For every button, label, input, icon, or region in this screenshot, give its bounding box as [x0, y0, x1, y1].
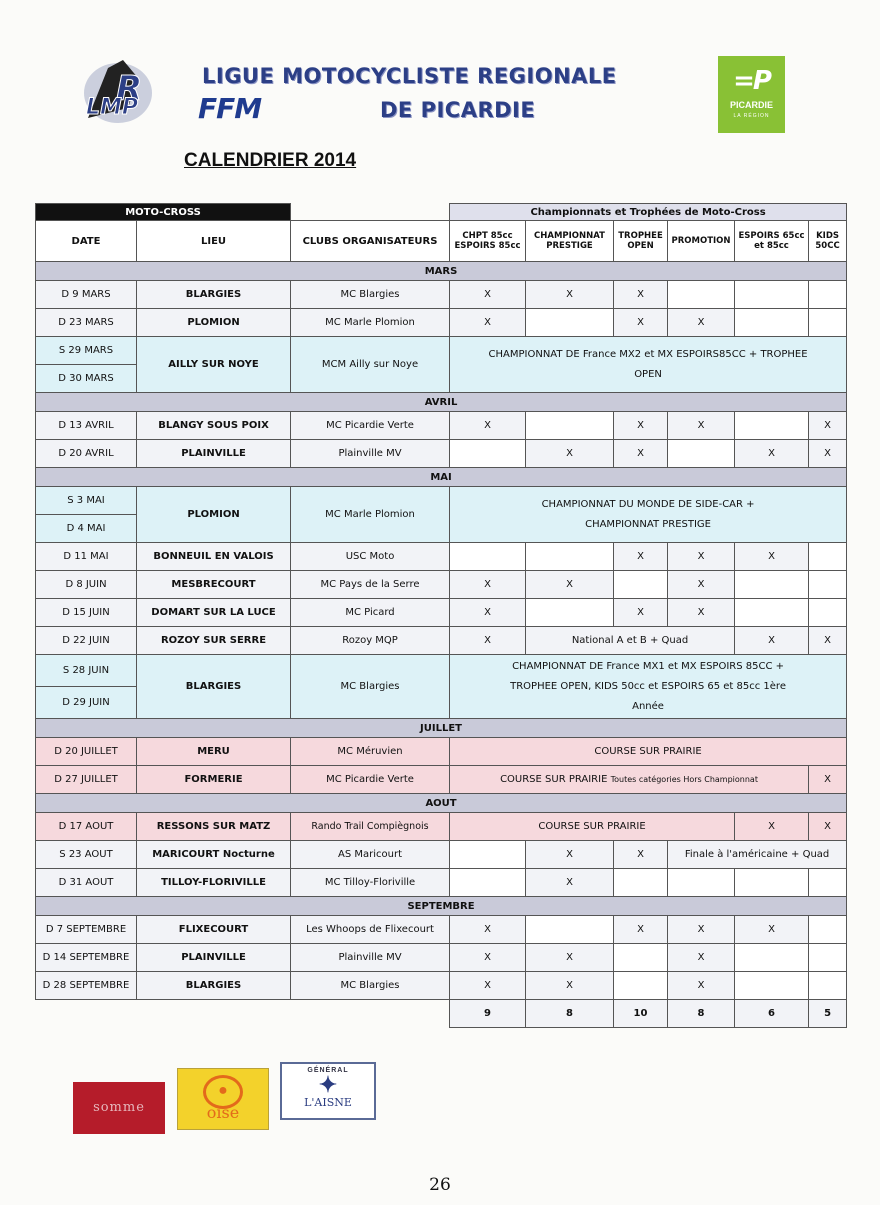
event-description: COURSE SUR PRAIRIE [450, 738, 847, 766]
mark-cell: X [614, 281, 668, 309]
mark-cell: X [735, 916, 809, 944]
mark-cell: X [735, 440, 809, 468]
table-row [36, 869, 847, 897]
col-lieu: LIEU [137, 221, 291, 262]
event-club: Les Whoops de Flixecourt [291, 916, 450, 944]
total-prestige: 8 [526, 1000, 614, 1028]
table-row [36, 738, 847, 766]
table-row [36, 944, 847, 972]
event-date: D 9 MARS [36, 281, 137, 309]
table-row [36, 412, 847, 440]
mark-cell: X [668, 972, 735, 1000]
mark-cell: X [450, 627, 526, 655]
table-row [36, 281, 847, 309]
mark-cell: X [614, 916, 668, 944]
svg-text:R: R [116, 69, 143, 109]
event-date: D 17 AOUT [36, 813, 137, 841]
event-lieu: AILLY SUR NOYE [137, 337, 291, 393]
month-septembre: SEPTEMBRE [36, 897, 847, 916]
table-row [36, 599, 847, 627]
mark-cell: X [526, 944, 614, 972]
mark-cell: X [668, 599, 735, 627]
section-championnats: Championnats et Trophées de Moto-Cross [450, 204, 847, 221]
aisne-logo-name: L'AISNE [304, 1096, 352, 1109]
event-lieu: BLARGIES [137, 972, 291, 1000]
event-lieu: BLARGIES [137, 655, 291, 719]
month-mars: MARS [36, 262, 847, 281]
event-club: MC Blargies [291, 281, 450, 309]
mark-cell: X [809, 766, 847, 794]
mark-cell: X [668, 916, 735, 944]
event-lieu: MARICOURT Nocturne [137, 841, 291, 869]
aisne-logo-top: GÉNÉRAL [307, 1067, 349, 1074]
mark-cell: X [450, 599, 526, 627]
event-club: MCM Ailly sur Noye [291, 337, 450, 393]
event-lieu: FLIXECOURT [137, 916, 291, 944]
col-prestige: CHAMPIONNAT PRESTIGE [526, 221, 614, 262]
event-club: MC Picard [291, 599, 450, 627]
table-row [36, 440, 847, 468]
event-date: D 14 SEPTEMBRE [36, 944, 137, 972]
event-club: Rozoy MQP [291, 627, 450, 655]
table-row [36, 916, 847, 944]
title-line-1: LIGUE MOTOCYCLISTE REGIONALE [202, 64, 617, 88]
event-club: MC Picardie Verte [291, 766, 450, 794]
title-line-2: DE PICARDIE [380, 98, 536, 122]
table-row [36, 655, 847, 687]
event-club: MC Blargies [291, 972, 450, 1000]
total-kids: 5 [809, 1000, 847, 1028]
event-club: Rando Trail Compiègnois [291, 813, 450, 841]
mark-cell: X [809, 440, 847, 468]
event-club: MC Blargies [291, 655, 450, 719]
event-club: Plainville MV [291, 944, 450, 972]
event-lieu: PLAINVILLE [137, 440, 291, 468]
mark-cell: X [614, 599, 668, 627]
oise-logo [177, 1068, 269, 1130]
svg-text:LMP: LMP [86, 95, 139, 120]
total-promotion: 8 [668, 1000, 735, 1028]
mark-cell: X [526, 571, 614, 599]
col-promotion: PROMOTION [668, 221, 735, 262]
mark-cell: X [735, 627, 809, 655]
mark-cell: X [450, 916, 526, 944]
event-lieu: BLANGY SOUS POIX [137, 412, 291, 440]
event-date: D 23 MARS [36, 309, 137, 337]
mark-cell: X [450, 944, 526, 972]
event-date: D 13 AVRIL [36, 412, 137, 440]
mark-cell: X [668, 944, 735, 972]
mark-cell: X [809, 813, 847, 841]
col-date: DATE [36, 221, 137, 262]
table-row [36, 543, 847, 571]
event-note: Toutes catégories Hors Championnat [610, 775, 758, 784]
mark-cell: X [809, 412, 847, 440]
event-date: D 31 AOUT [36, 869, 137, 897]
picardie-tagline: LA RÉGION [733, 113, 770, 119]
event-date: D 30 MARS [36, 365, 137, 393]
month-avril: AVRIL [36, 393, 847, 412]
col-clubs: CLUBS ORGANISATEURS [291, 221, 450, 262]
month-juillet: JUILLET [36, 719, 847, 738]
event-date: D 20 AVRIL [36, 440, 137, 468]
event-lieu: BLARGIES [137, 281, 291, 309]
event-note: Finale à l'américaine + Quad [668, 841, 847, 869]
mark-cell: X [668, 571, 735, 599]
event-club: MC Marle Plomion [291, 309, 450, 337]
event-lieu: MERU [137, 738, 291, 766]
mark-cell: X [735, 813, 809, 841]
event-club: MC Pays de la Serre [291, 571, 450, 599]
oise-emblem-icon: ● [203, 1075, 243, 1109]
event-title: COURSE SUR PRAIRIE [500, 774, 608, 785]
event-lieu: RESSONS SUR MATZ [137, 813, 291, 841]
total-espoirs: 6 [735, 1000, 809, 1028]
somme-logo: somme [73, 1082, 165, 1134]
event-description [450, 766, 809, 794]
event-description: CHAMPIONNAT DE France MX1 et MX ESPOIRS 85CC + TROPHEE OPEN, KIDS 50cc et ESPOIRS 65 et 85cc 1ère Année [450, 655, 847, 719]
event-lieu: TILLOY-FLORIVILLE [137, 869, 291, 897]
mark-cell: X [668, 412, 735, 440]
calendar-table [35, 203, 847, 1028]
event-description: CHAMPIONNAT DE France MX2 et MX ESPOIRS85CC + TROPHEE OPEN [450, 337, 847, 393]
section-moto-cross: MOTO-CROSS [36, 204, 291, 221]
table-row [36, 571, 847, 599]
table-row [36, 309, 847, 337]
event-lieu: PLAINVILLE [137, 944, 291, 972]
event-date: S 29 MARS [36, 337, 137, 365]
event-note: National A et B + Quad [526, 627, 735, 655]
event-date: D 22 JUIN [36, 627, 137, 655]
table-row [36, 627, 847, 655]
mark-cell: X [526, 972, 614, 1000]
picardie-region-logo [718, 56, 785, 133]
sponsor-logos [70, 1062, 380, 1137]
event-date: S 23 AOUT [36, 841, 137, 869]
col-espoirs: ESPOIRS 65cc et 85cc [735, 221, 809, 262]
mark-cell: X [450, 412, 526, 440]
event-date: D 11 MAI [36, 543, 137, 571]
mark-cell: X [614, 440, 668, 468]
mark-cell: X [614, 309, 668, 337]
mark-cell: X [526, 841, 614, 869]
mark-cell: X [526, 281, 614, 309]
mark-cell: X [526, 440, 614, 468]
event-date: D 29 JUIN [36, 687, 137, 719]
event-description: COURSE SUR PRAIRIE [450, 813, 735, 841]
picardie-mark: =P [733, 66, 770, 96]
table-row [36, 766, 847, 794]
mark-cell: X [735, 543, 809, 571]
mark-cell: X [668, 309, 735, 337]
event-lieu: DOMART SUR LA LUCE [137, 599, 291, 627]
event-date: D 28 SEPTEMBRE [36, 972, 137, 1000]
event-date: D 7 SEPTEMBRE [36, 916, 137, 944]
mark-cell: X [614, 412, 668, 440]
event-date: D 27 JUILLET [36, 766, 137, 794]
table-row [36, 841, 847, 869]
mark-cell: X [450, 972, 526, 1000]
event-club: USC Moto [291, 543, 450, 571]
col-chpt: CHPT 85cc ESPOIRS 85cc [450, 221, 526, 262]
event-club: MC Méruvien [291, 738, 450, 766]
col-kids: KIDS 50CC [809, 221, 847, 262]
totals-row [36, 1000, 847, 1028]
event-date: S 3 MAI [36, 487, 137, 515]
mark-cell: X [526, 869, 614, 897]
event-lieu: PLOMION [137, 487, 291, 543]
mark-cell: X [614, 841, 668, 869]
event-club: MC Tilloy-Floriville [291, 869, 450, 897]
col-trophee: TROPHEE OPEN [614, 221, 668, 262]
mark-cell: X [809, 627, 847, 655]
event-club: MC Marle Plomion [291, 487, 450, 543]
mark-cell: X [668, 543, 735, 571]
table-row [36, 487, 847, 515]
mark-cell: X [450, 309, 526, 337]
total-trophee: 10 [614, 1000, 668, 1028]
event-lieu: PLOMION [137, 309, 291, 337]
event-club: MC Picardie Verte [291, 412, 450, 440]
ffm-logo: FFM [198, 92, 262, 125]
event-lieu: BONNEUIL EN VALOIS [137, 543, 291, 571]
event-description: CHAMPIONNAT DU MONDE DE SIDE-CAR + CHAMPIONNAT PRESTIGE [450, 487, 847, 543]
picardie-name: PICARDIE [729, 100, 773, 110]
table-row [36, 337, 847, 365]
table-row [36, 813, 847, 841]
event-lieu: MESBRECOURT [137, 571, 291, 599]
event-date: S 28 JUIN [36, 655, 137, 687]
event-date: D 8 JUIN [36, 571, 137, 599]
page-header [70, 40, 830, 140]
event-date: D 20 JUILLET [36, 738, 137, 766]
aisne-emblem-icon: ✦ [318, 1072, 338, 1097]
mark-cell: X [450, 571, 526, 599]
lmrp-logo [78, 48, 178, 130]
oise-logo-text: oise [206, 1103, 240, 1122]
calendar-title: CALENDRIER 2014 [184, 150, 357, 171]
event-club: Plainville MV [291, 440, 450, 468]
event-date: D 15 JUIN [36, 599, 137, 627]
month-aout: AOUT [36, 794, 847, 813]
aisne-logo [280, 1062, 376, 1120]
total-chpt: 9 [450, 1000, 526, 1028]
mark-cell: X [614, 543, 668, 571]
event-club: AS Maricourt [291, 841, 450, 869]
table-row [36, 972, 847, 1000]
month-mai: MAI [36, 468, 847, 487]
mark-cell: X [450, 281, 526, 309]
event-date: D 4 MAI [36, 515, 137, 543]
page-number: 26 [429, 1175, 451, 1195]
event-lieu: FORMERIE [137, 766, 291, 794]
event-lieu: ROZOY SUR SERRE [137, 627, 291, 655]
